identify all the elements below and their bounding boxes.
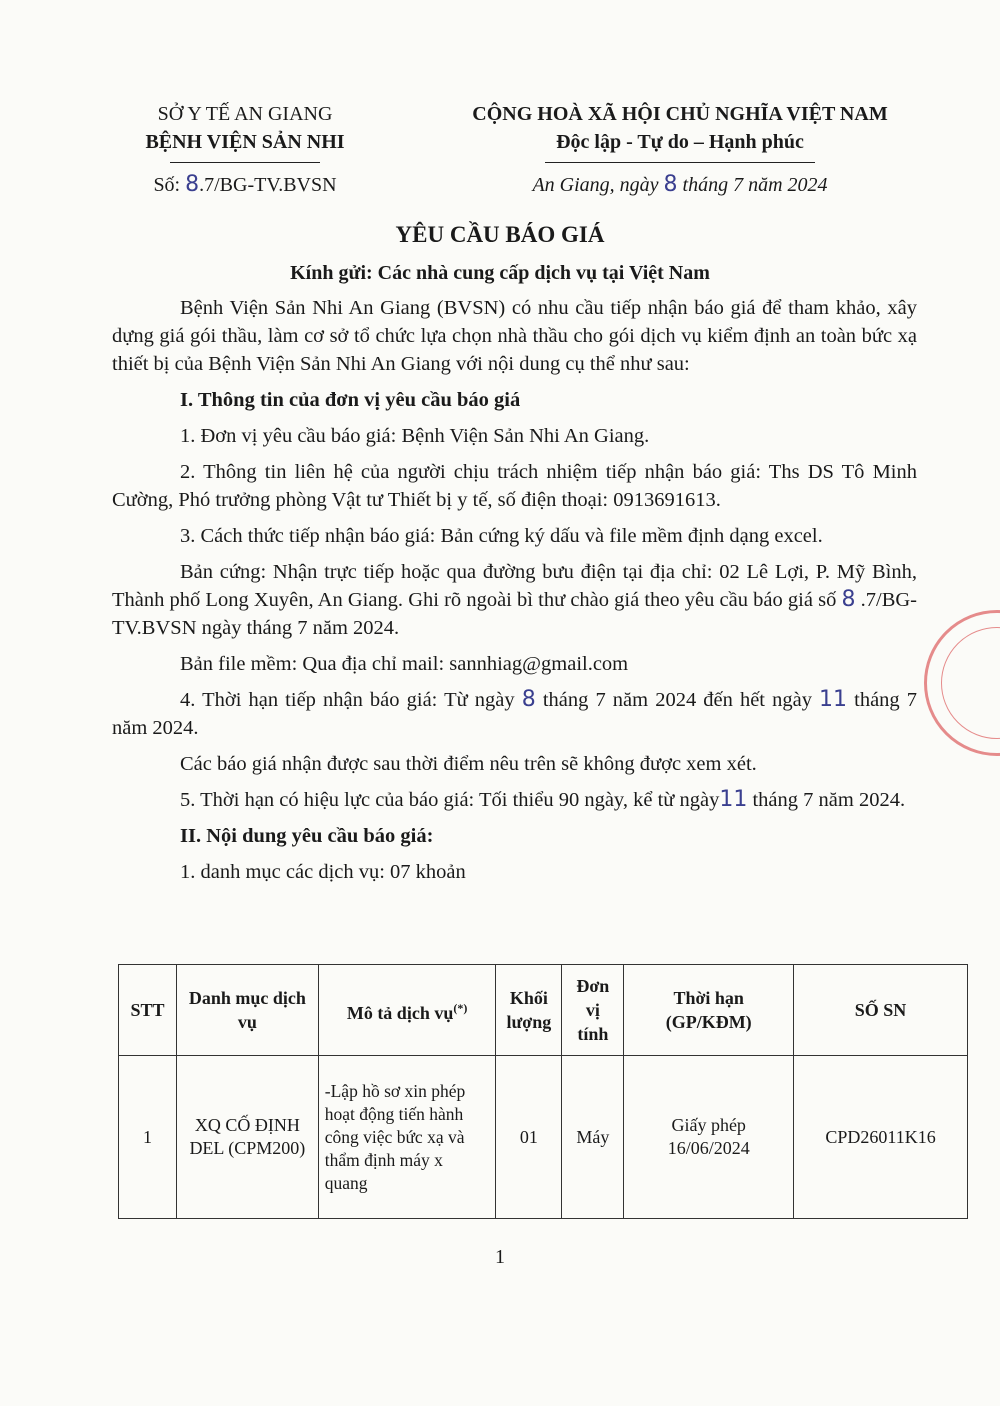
item-3: 3. Cách thức tiếp nhận báo giá: Bản cứng ký dấu và file mềm định dạng excel. bbox=[180, 525, 823, 547]
col-stt: STT bbox=[119, 965, 177, 1056]
page-number: 1 bbox=[495, 1246, 505, 1268]
handwritten-day: 8 bbox=[663, 172, 678, 197]
document-date: An Giang, ngày 8 tháng 7 năm 2024 bbox=[532, 172, 828, 197]
red-seal-stamp bbox=[924, 610, 1000, 756]
list-intro: 1. danh mục các dịch vụ: 07 khoản bbox=[180, 861, 466, 883]
issuer-block bbox=[110, 100, 380, 199]
cell-unit: Máy bbox=[562, 1056, 624, 1219]
handwritten-number: 8 bbox=[185, 172, 200, 197]
item-4: 4. Thời hạn tiếp nhận báo giá: Từ ngày 8 tháng 7 năm 2024 đến hết ngày 11 tháng 7 năm 2024. bbox=[112, 687, 918, 739]
cell-service-name: XQ CỐ ĐỊNH DEL (CPM200) bbox=[176, 1056, 318, 1219]
greeting: Kính gửi: Các nhà cung cấp dịch vụ tại Việt Nam bbox=[290, 262, 710, 284]
document-title: YÊU CẦU BÁO GIÁ bbox=[395, 222, 605, 247]
col-service-name: Danh mục dịch vụ bbox=[176, 965, 318, 1056]
national-header bbox=[420, 100, 940, 199]
cell-quantity: 01 bbox=[496, 1056, 562, 1219]
header-divider-left bbox=[170, 162, 320, 163]
org-parent: SỞ Y TẾ AN GIANG bbox=[157, 103, 333, 125]
services-table bbox=[118, 964, 968, 1219]
document-number: Số: 8.7/BG-TV.BVSN bbox=[153, 172, 337, 197]
org-name: BỆNH VIỆN SẢN NHI bbox=[145, 131, 345, 153]
table-header-row bbox=[119, 965, 968, 1056]
item-5: 5. Thời hạn có hiệu lực của báo giá: Tối thiểu 90 ngày, kể từ ngày11 tháng 7 năm 2024. bbox=[180, 787, 906, 812]
section-heading-2: II. Nội dung yêu cầu báo giá: bbox=[180, 825, 434, 847]
col-unit: Đơn vị tính bbox=[562, 965, 624, 1056]
col-quantity: Khối lượng bbox=[496, 965, 562, 1056]
late-notice: Các báo giá nhận được sau thời điểm nêu trên sẽ không được xem xét. bbox=[180, 753, 757, 775]
intro-paragraph: Bệnh Viện Sản Nhi An Giang (BVSN) có nhu cầu tiếp nhận báo giá để tham khảo, xây dựng giá gói thầu, làm cơ sở tổ chức lựa chọn nhà thầu cho gói dịch vụ kiểm định an toàn bức xạ thiết bị của Bệnh Viện Sản Nhi An Giang với nội dung cụ thể như sau: bbox=[112, 297, 917, 375]
cell-term: Giấy phép 16/06/2024 bbox=[624, 1056, 794, 1219]
document-body bbox=[112, 294, 917, 894]
item-1: 1. Đơn vị yêu cầu báo giá: Bệnh Viện Sản Nhi An Giang. bbox=[180, 425, 650, 447]
item-2: 2. Thông tin liên hệ của người chịu trách nhiệm tiếp nhận báo giá: Ths DS Tô Minh Cường, Phó trưởng phòng Vật tư Thiết bị y tế, số điện thoại: 0913691613. bbox=[112, 461, 917, 511]
col-term: Thời hạn (GP/KĐM) bbox=[624, 965, 794, 1056]
cell-stt: 1 bbox=[119, 1056, 177, 1219]
hard-copy-paragraph: Bản cứng: Nhận trực tiếp hoặc qua đường bưu điện tại địa chỉ: 02 Lê Lợi, P. Mỹ Bình, Thành phố Long Xuyên, An Giang. Ghi rõ ngoài bì thư chào giá theo yêu cầu báo giá số 8 .7/BG-TV.BVSN ngày tháng 7 năm 2024. bbox=[112, 561, 917, 639]
section-heading-1: I. Thông tin của đơn vị yêu cầu báo giá bbox=[180, 389, 521, 411]
table-row bbox=[119, 1056, 968, 1219]
country-name: CỘNG HOÀ XÃ HỘI CHỦ NGHĨA VIỆT NAM bbox=[472, 103, 888, 125]
header-divider-right bbox=[545, 162, 815, 163]
cell-description: -Lập hồ sơ xin phép hoạt động tiến hành công việc bức xạ và thẩm định máy x quang bbox=[318, 1056, 496, 1219]
cell-serial: CPD26011K16 bbox=[794, 1056, 968, 1219]
national-motto: Độc lập - Tự do – Hạnh phúc bbox=[556, 131, 804, 153]
soft-copy-paragraph: Bản file mềm: Qua địa chỉ mail: sannhiag@gmail.com bbox=[180, 653, 629, 675]
col-description: Mô tả dịch vụ(*) bbox=[318, 965, 496, 1056]
col-serial: SỐ SN bbox=[794, 965, 968, 1056]
